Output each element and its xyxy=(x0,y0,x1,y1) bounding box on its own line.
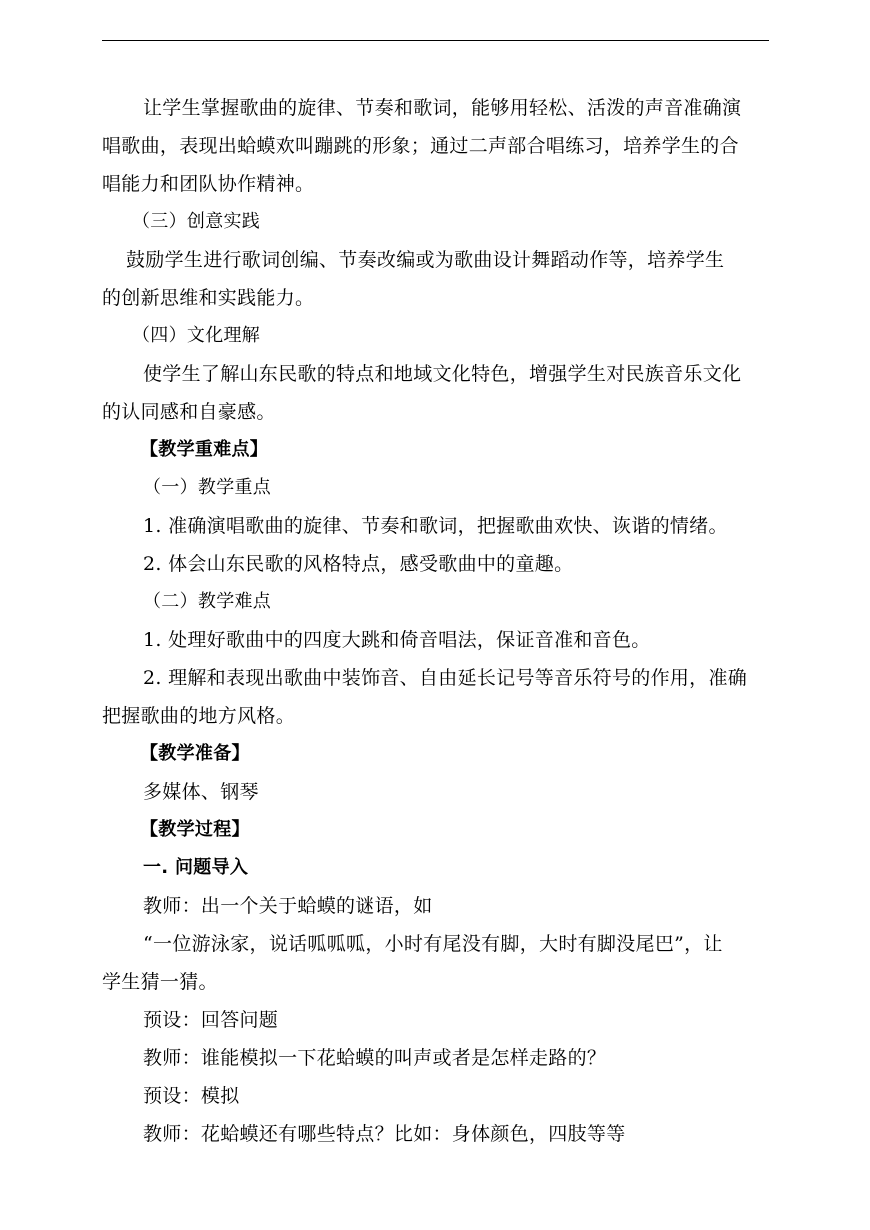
subheading-focus: （一）教学重点 xyxy=(143,477,272,498)
paragraph-line: 使学生了解山东民歌的特点和地域文化特色，增强学生对民族音乐文化 xyxy=(143,363,742,385)
preparation-text: 多媒体、钢琴 xyxy=(143,781,259,803)
paragraph-line: 的认同感和自豪感。 xyxy=(102,401,276,423)
dialogue-line: 预设：回答问题 xyxy=(143,1009,279,1031)
paragraph-line: 让学生掌握歌曲的旋律、节奏和歌词，能够用轻松、活泼的声音准确演 xyxy=(143,97,742,119)
difficulty-item-continued: 把握歌曲的地方风格。 xyxy=(102,705,296,727)
heading-process: 【教学过程】 xyxy=(140,819,250,840)
focus-item: 2. 体会山东民歌的风格特点，感受歌曲中的童趣。 xyxy=(143,553,574,575)
section-heading-creative: （三）创意实践 xyxy=(132,211,261,232)
heading-key-points: 【教学重难点】 xyxy=(140,439,269,460)
section-heading-culture: （四）文化理解 xyxy=(132,325,261,346)
difficulty-item: 2. 理解和表现出歌曲中装饰音、自由延长记号等音乐符号的作用，准确 xyxy=(143,667,748,689)
heading-preparation: 【教学准备】 xyxy=(140,743,250,764)
header-rule xyxy=(102,40,769,41)
dialogue-line: 教师：出一个关于蛤蟆的谜语，如 xyxy=(143,895,433,917)
dialogue-line: “一位游泳家，说话呱呱呱，小时有尾没有脚，大时有脚没尾巴”，让 xyxy=(143,933,723,955)
paragraph-line: 唱能力和团队协作精神。 xyxy=(102,173,315,195)
focus-item: 1. 准确演唱歌曲的旋律、节奏和歌词，把握歌曲欢快、诙谐的情绪。 xyxy=(143,515,728,537)
paragraph-line: 的创新思维和实践能力。 xyxy=(102,287,315,309)
dialogue-line: 教师：花蛤蟆还有哪些特点？比如：身体颜色，四肢等等 xyxy=(143,1123,626,1145)
dialogue-line: 教师：谁能模拟一下花蛤蟆的叫声或者是怎样走路的？ xyxy=(143,1047,607,1069)
paragraph-line: 鼓励学生进行歌词创编、节奏改编或为歌曲设计舞蹈动作等，培养学生 xyxy=(126,249,725,271)
heading-intro: 一. 问题导入 xyxy=(143,857,249,878)
difficulty-item: 1. 处理好歌曲中的四度大跳和倚音唱法，保证音准和音色。 xyxy=(143,629,651,651)
paragraph-line: 唱歌曲，表现出蛤蟆欢叫蹦跳的形象；通过二声部合唱练习，培养学生的合 xyxy=(102,135,739,157)
subheading-difficulty: （二）教学难点 xyxy=(143,591,272,612)
dialogue-line: 预设：模拟 xyxy=(143,1085,240,1107)
dialogue-line: 学生猜一猜。 xyxy=(102,971,218,993)
